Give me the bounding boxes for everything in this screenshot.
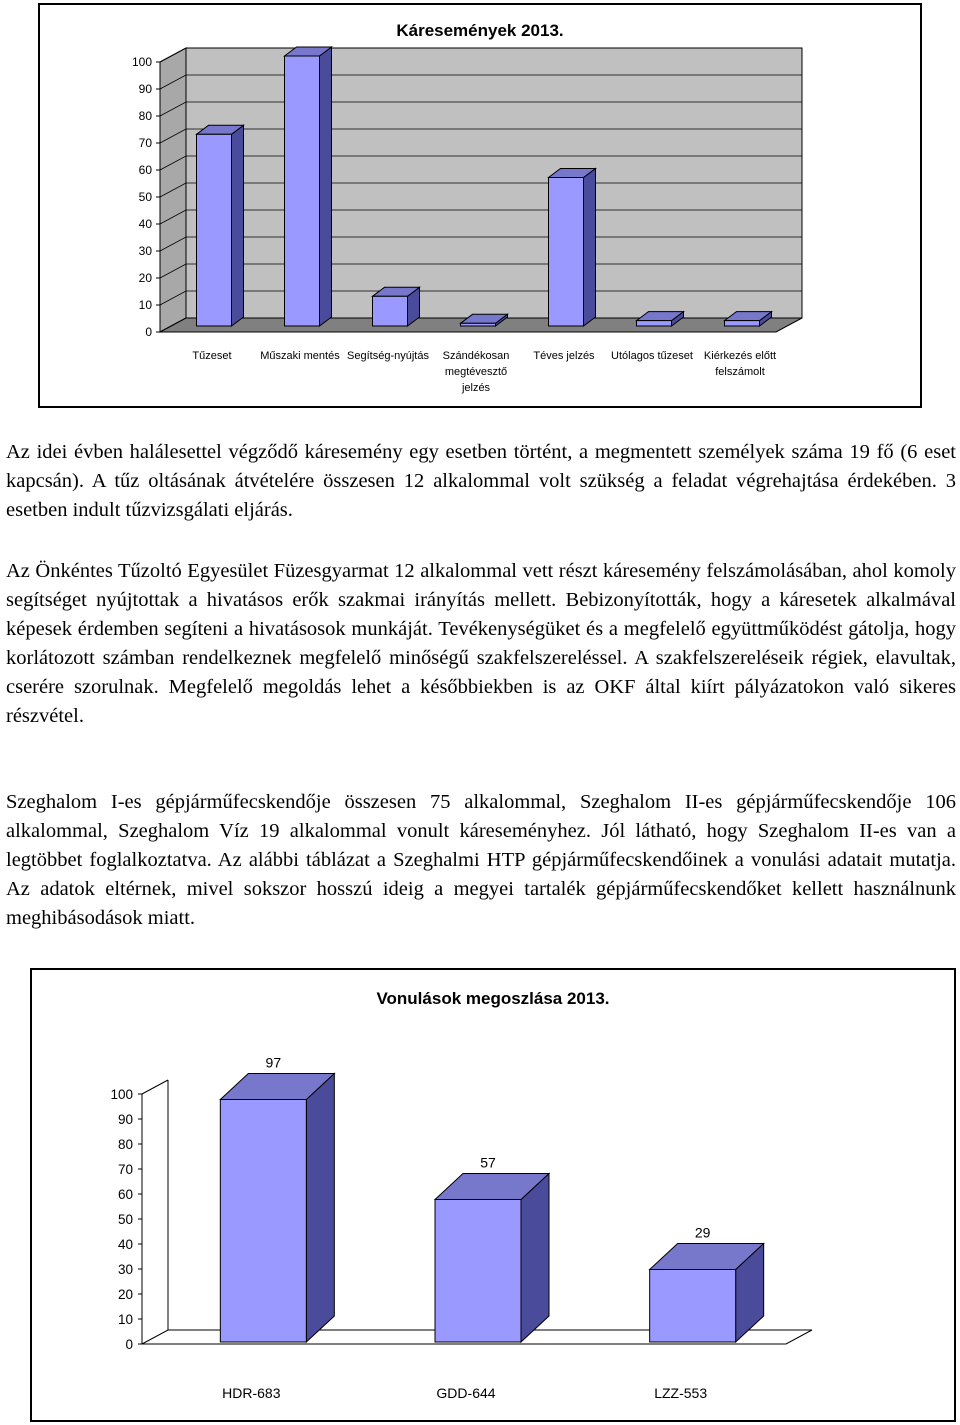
x-tick-label xyxy=(533,350,595,362)
bar xyxy=(220,1100,306,1343)
chart-title: Káresemények 2013. xyxy=(396,21,564,40)
bar-side xyxy=(320,47,332,326)
paragraph-haleset: Az idei évben halálesettel végződő káresemény egy esetben történt, a megmentett személyek száma 19 fő (6 eset kapcsán). A tűz oltásának átvételére összesen 12 alkalommal volt szükség a feladat végrehajtása érdekében. 3 esetben indult tűzvizsgálati eljárás. xyxy=(6,441,956,521)
chart-karesemenyek-svg xyxy=(40,5,920,406)
y-tick-label: 40 xyxy=(138,217,152,231)
chart-vonulasok xyxy=(30,968,956,1422)
x-tick-label xyxy=(260,350,340,362)
bar xyxy=(435,1200,521,1343)
bar xyxy=(549,178,584,327)
x-tick-label xyxy=(192,350,231,362)
bar-side xyxy=(521,1174,549,1343)
x-tick-label: HDR-683 xyxy=(222,1385,281,1401)
bar xyxy=(373,296,408,326)
x-tick-label: LZZ-553 xyxy=(654,1385,708,1401)
x-tick-label-line: Műszaki mentés xyxy=(260,350,340,362)
y-tick-label: 40 xyxy=(117,1237,133,1252)
paragraph-szeghalom: Szeghalom I-es gépjárműfecskendője összesen 75 alkalommal, Szeghalom II-es gépjárműfecskendője 106 alkalommal, Szeghalom Víz 19 alkalommal vonult káreseményhez. Jól látható, hogy Szeghalom II-es van a legtöbbet foglalkoztatva. Az alábbi táblázat a Szeghalmi HTP gépjárműfecskendőinek a vonulási adatait mutatja. Az adatok eltérnek, mivel sokszor hosszú ideig a megyei tartalék gépjárműfecskendőket kellett használnunk meghibásodások miatt. xyxy=(6,791,956,929)
x-tick-label xyxy=(347,350,429,362)
x-tick-label xyxy=(704,350,776,378)
x-tick-label-line: Kiérkezés előtt xyxy=(703,350,777,362)
y-tick-label: 30 xyxy=(138,244,152,258)
x-tick-label xyxy=(443,350,510,394)
paragraph-onkentes: Az Önkéntes Tűzoltó Egyesület Füzesgyarmat 12 alkalommal vett részt káresemény felszámolásában, ahol komoly segítséget nyújtottak a hivatásos erők szakmai irányítás mellett. Bebizonyították, hogy a káresetek alkalmával képesek érdemben segíteni a hivatásosok munkáját. Tevékenységüket és a megfelelő együttműködést gátolja, hogy korlátozott számban rendelkeznek megfelelő minőségű szakfelszereléssel. A szakfelszereléseik régiek, elavultak, cserére szorulnak. Megfelelő megoldás lehet a későbbiekben is az OKF által kiírt pályázatokon való sikeres részvétel. xyxy=(6,560,956,727)
bar-side xyxy=(232,125,244,326)
x-tick-label-line: jelzés xyxy=(461,382,491,394)
x-tick-label xyxy=(611,350,693,362)
chart-karesemenyek xyxy=(38,3,922,408)
bar xyxy=(637,321,672,326)
y-tick-label: 60 xyxy=(138,163,152,177)
y-tick-label: 80 xyxy=(117,1137,133,1152)
y-tick-label: 10 xyxy=(138,298,152,312)
y-tick-label: 50 xyxy=(117,1212,133,1227)
y-tick-label: 0 xyxy=(145,325,152,339)
x-tick-label-line: Téves jelzés xyxy=(533,350,595,362)
y-tick-label: 90 xyxy=(138,82,152,96)
data-label: 97 xyxy=(265,1054,282,1071)
bar xyxy=(197,134,232,326)
y-tick-label: 10 xyxy=(117,1312,133,1327)
x-tick-label-line: Segítség-nyújtás xyxy=(347,350,429,362)
data-label: 29 xyxy=(694,1224,711,1241)
y-tick-label: 100 xyxy=(131,55,152,69)
y-tick-label: 30 xyxy=(117,1262,133,1277)
bar-side xyxy=(306,1074,334,1343)
y-tick-label: 20 xyxy=(117,1287,133,1302)
bar xyxy=(461,323,496,326)
bar xyxy=(285,56,320,326)
data-label: 57 xyxy=(480,1154,496,1171)
chart-vonulasok-svg xyxy=(32,970,954,1420)
y-tick-label: 70 xyxy=(138,136,152,150)
y-tick-label: 100 xyxy=(110,1087,133,1102)
bar xyxy=(650,1270,736,1343)
y-tick-label: 90 xyxy=(117,1112,133,1127)
y-axis-top xyxy=(142,1080,168,1094)
y-tick-label: 20 xyxy=(138,271,152,285)
x-tick-label-line: megtévesztő xyxy=(444,366,508,378)
y-tick-label: 50 xyxy=(138,190,152,204)
y-tick-label: 70 xyxy=(117,1162,133,1177)
x-tick-label-line: Utólagos tűzeset xyxy=(611,350,693,362)
y-tick-label: 80 xyxy=(138,109,152,123)
bar-side xyxy=(584,169,596,327)
chart-title: Vonulások megoszlása 2013. xyxy=(376,989,610,1008)
x-tick-label-line: Tűzeset xyxy=(192,350,232,362)
x-tick-label-line: Szándékosan xyxy=(442,350,510,362)
y-tick-label: 60 xyxy=(117,1187,133,1202)
y-tick-label: 0 xyxy=(125,1337,133,1352)
x-tick-label: GDD-644 xyxy=(436,1385,496,1401)
bar xyxy=(725,321,760,326)
x-tick-label-line: felszámolt xyxy=(715,366,765,378)
